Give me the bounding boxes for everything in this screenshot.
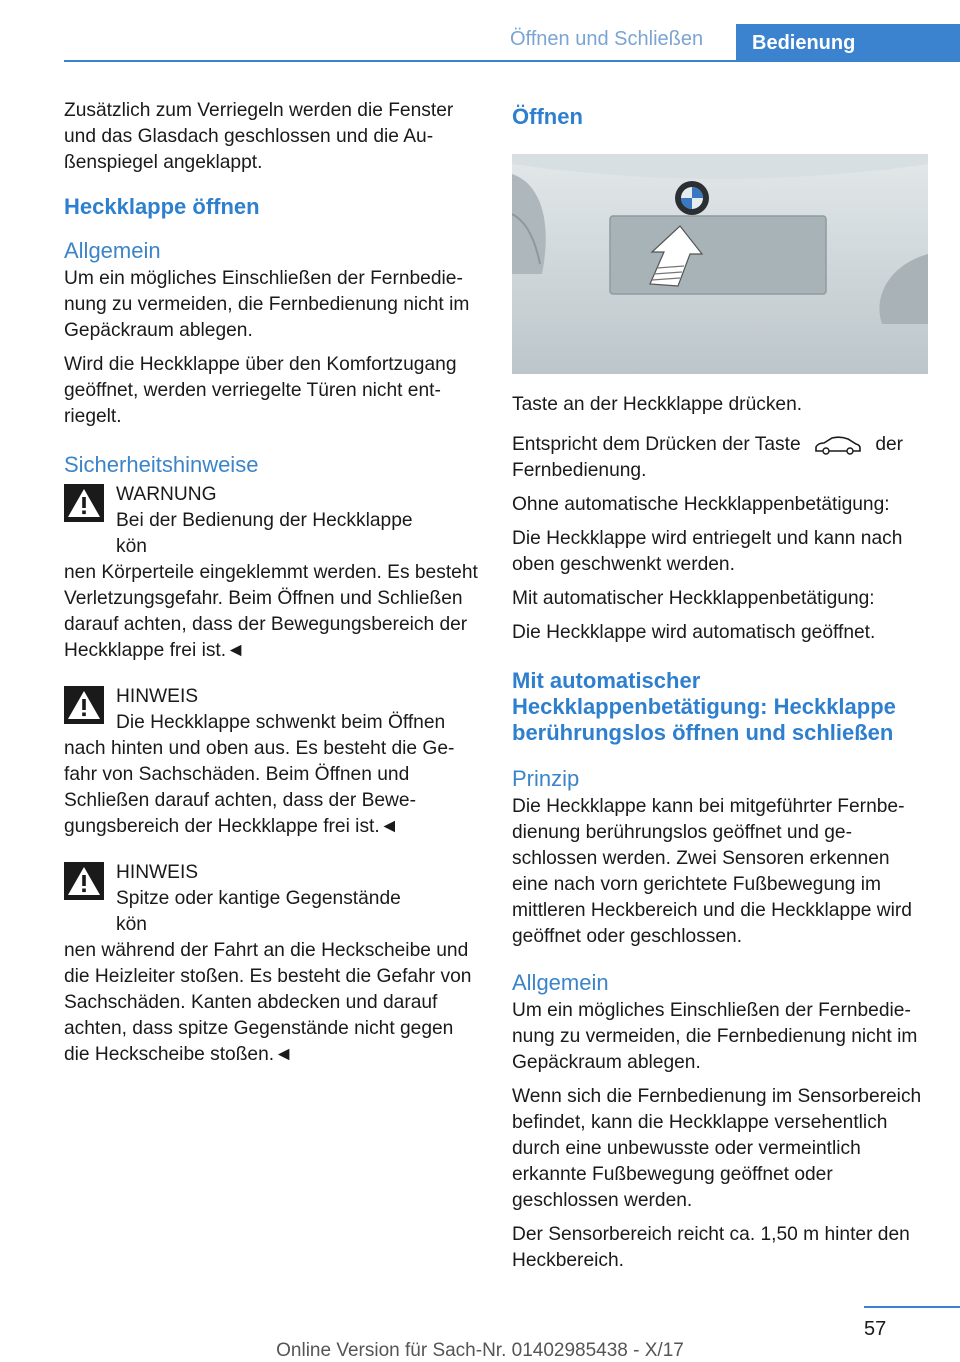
prinzip-paragraph: Die Heckklappe kann bei mitgeführter Fernbedienung berührungslos geöffnet und geschlossen werden. Zwei Sensoren erkennen eine nach vorn gerichtete Fußbewegung im mittleren Heckbereich und die Heckklappe wird geöffnet oder geschlossen. xyxy=(512,796,912,947)
notice-text: nach hinten und oben aus. Es besteht die Gefahr von Sachschäden. Beim Öffnen und Schließen darauf achten, dass der Bewegungsbereich der Heckklappe frei ist.◄ xyxy=(64,738,455,837)
heading-oeffnen: Öffnen xyxy=(512,104,583,129)
heading-allgemein: Allgemein xyxy=(64,238,161,263)
entspricht-text-b: der Fernbedienung. xyxy=(512,434,904,481)
notice-block-2 xyxy=(64,860,480,1068)
allgemein-paragraph-1: Um ein mögliches Einschließen der Fernbedienung zu vermeiden, die Fernbedienung nicht im Gepäckraum ablegen. xyxy=(64,268,470,341)
paragraph-ohne-automatik: Ohne automatische Heckklappenbetätigung: xyxy=(512,494,890,515)
page-number: 57 xyxy=(864,1318,887,1340)
paragraph-mit-automatik: Mit automatischer Heckklappenbetätigung: xyxy=(512,588,875,609)
tailgate-button-illustration xyxy=(512,154,928,374)
allgemein2-paragraph-3: Der Sensorbereich reicht ca. 1,50 m hinter den Heckbereich. xyxy=(512,1224,910,1271)
header-rule xyxy=(64,60,736,62)
figure-caption: Taste an der Heckklappe drücken. xyxy=(512,394,803,415)
allgemein2-paragraph-1: Um ein mögliches Einschließen der Fernbedienung zu vermeiden, die Fernbedienung nicht im Gepäckraum ablegen. xyxy=(512,1000,918,1073)
page-header xyxy=(0,0,960,62)
paragraph-ohne-automatik-detail: Die Heckklappe wird entriegelt und kann nach oben geschwenkt werden. xyxy=(512,528,903,575)
allgemein2-paragraph-2: Wenn sich die Fernbedienung im Sensorbereich befindet, kann die Heckklappe versehentlich durch eine unbewusste oder vermeintlich erkannte Fußbewegung geöffnet oder geschlossen werden. xyxy=(512,1086,922,1211)
paragraph-mit-automatik-detail: Die Heckklappe wird automatisch geöffnet. xyxy=(512,622,876,643)
warning-first-line: Bei der Bedienung der Heckklappe kön xyxy=(116,510,413,557)
header-section-title: Öffnen und Schließen xyxy=(510,28,704,50)
warning-icon xyxy=(64,686,104,724)
footer-rule xyxy=(864,1306,960,1308)
warning-text: nen Körperteile eingeklemmt werden. Es besteht Verletzungsgefahr. Beim Öffnen und Schließen darauf achten, dass der Bewegungsbereich der Heckklappe frei ist.◄ xyxy=(64,562,478,661)
heading-allgemein-2: Allgemein xyxy=(512,970,609,995)
intro-paragraph: Zusätzlich zum Verriegeln werden die Fenster und das Glasdach geschlossen und die Außenspiegel angeklappt. xyxy=(64,100,454,173)
allgemein-paragraph-2: Wird die Heckklappe über den Komfortzugang geöffnet, werden verriegelte Türen nicht entriegelt. xyxy=(64,354,457,427)
heading-prinzip: Prinzip xyxy=(512,766,580,791)
notice-first-line: Die Heckklappe schwenkt beim Öffnen xyxy=(116,712,446,733)
entspricht-text-a: Entspricht dem Drücken der Taste xyxy=(512,434,801,455)
heading-beruehrungslos: Mit automatischer Heckklappenbetätigung: Heckklappe berührungslos öffnen und schließen xyxy=(512,668,896,745)
left-column xyxy=(64,98,480,1076)
paragraph-entspricht xyxy=(512,432,928,484)
notice-title: HINWEIS xyxy=(116,862,199,883)
warning-icon xyxy=(64,484,104,522)
warning-block-1 xyxy=(64,482,480,664)
heading-heckklappe-oeffnen: Heckklappe öffnen xyxy=(64,194,260,219)
car-tailgate-icon xyxy=(814,435,862,455)
notice-title: HINWEIS xyxy=(116,686,199,707)
notice-text: nen während der Fahrt an die Heckscheibe und die Heizleiter stoßen. Es besteht die Gefahr von Sachschäden. Kanten abdecken und darauf achten, dass spitze Gegenstände nicht gegen die Heckscheibe stoßen.◄ xyxy=(64,940,472,1065)
header-chapter-tab: Bedienung xyxy=(736,24,960,62)
warning-title: WARNUNG xyxy=(116,484,217,505)
footer-online-version: Online Version für Sach-Nr. 01402985438 - X/17 xyxy=(276,1340,684,1361)
notice-first-line: Spitze oder kantige Gegenstände kön xyxy=(116,888,401,935)
right-column xyxy=(512,98,928,1282)
tailgate-illustration-svg xyxy=(512,154,928,374)
notice-block-1 xyxy=(64,684,480,840)
heading-sicherheitshinweise: Sicherheitshinweise xyxy=(64,452,259,477)
warning-icon xyxy=(64,862,104,900)
